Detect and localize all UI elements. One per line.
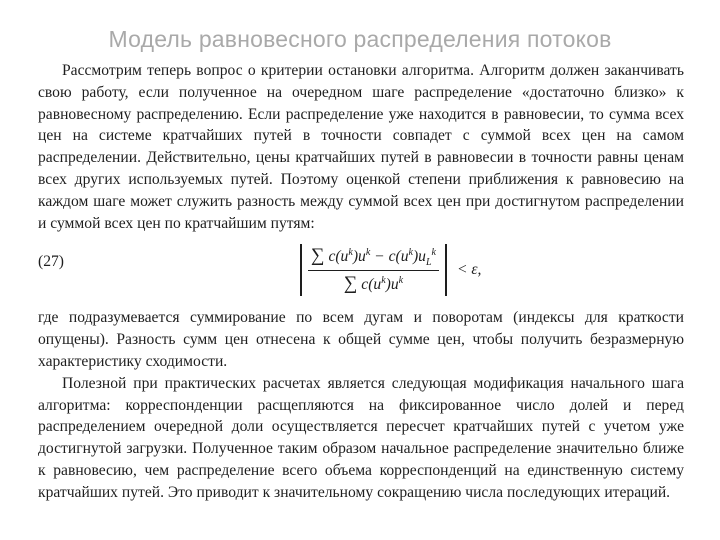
paragraph-initial-step-modification: Полезной при практических расчетах является следующая модификация начального шага алгоритма: корреспонденции расщепляются на фиксированное число долей и перед распределением очередной доли осуществляется пересчет кратчайших путей с учетом уже достигнутой загрузки. Полученное таким образом начальное распределение значительно ближе к равновесию, чем распределение всего объема корреспонденций на единственную систему кратчайших путей. Это приводит к значительному сокращению числа последующих итераций. (38, 374, 684, 501)
equation-number: (27) (38, 253, 64, 271)
slide-title: Модель равновесного распределения потоков (108, 26, 612, 52)
formula-denominator: ∑ $c(u^k)u^k$ (343, 273, 404, 295)
fraction (306, 245, 441, 295)
convergence-formula (296, 241, 481, 299)
document-body (38, 60, 684, 504)
abs-bar-right (445, 244, 447, 296)
paragraph-summation-note: где подразумевается суммирование по всем дугам и поворотам (индексы для краткости опущены). Разность сумм цен отнесена к общей сумме цен, чтобы получить безразмерную характеристику сходимости. (38, 309, 684, 370)
equation-27 (38, 241, 684, 301)
formula-numerator: ∑ $c(u^k)u^k - c(u^k)u_L^k$ (311, 245, 436, 269)
abs-bar-left (300, 244, 302, 296)
formula-comparison: < ε, (456, 261, 482, 279)
paragraph-stopping-criterion: Рассмотрим теперь вопрос о критерии остановки алгоритма. Алгоритм должен заканчивать свою работу, если полученное на очередном шаге распределение «достаточно близко» к равновесному распределению. Если распределение уже находится в равновесии, то сумма всех цен на системе кратчайших путей в точности совпадет с суммой всех цен на самом распределении. Действительно, цены кратчайших путей в равновесии в точности равны ценам всех других используемых путей. Поэтому оценкой степени приближения к равновесию на каждом шаге может служить разность между суммой всех цен при достигнутом распределении и суммой всех цен по кратчайшим путям: (38, 62, 684, 232)
